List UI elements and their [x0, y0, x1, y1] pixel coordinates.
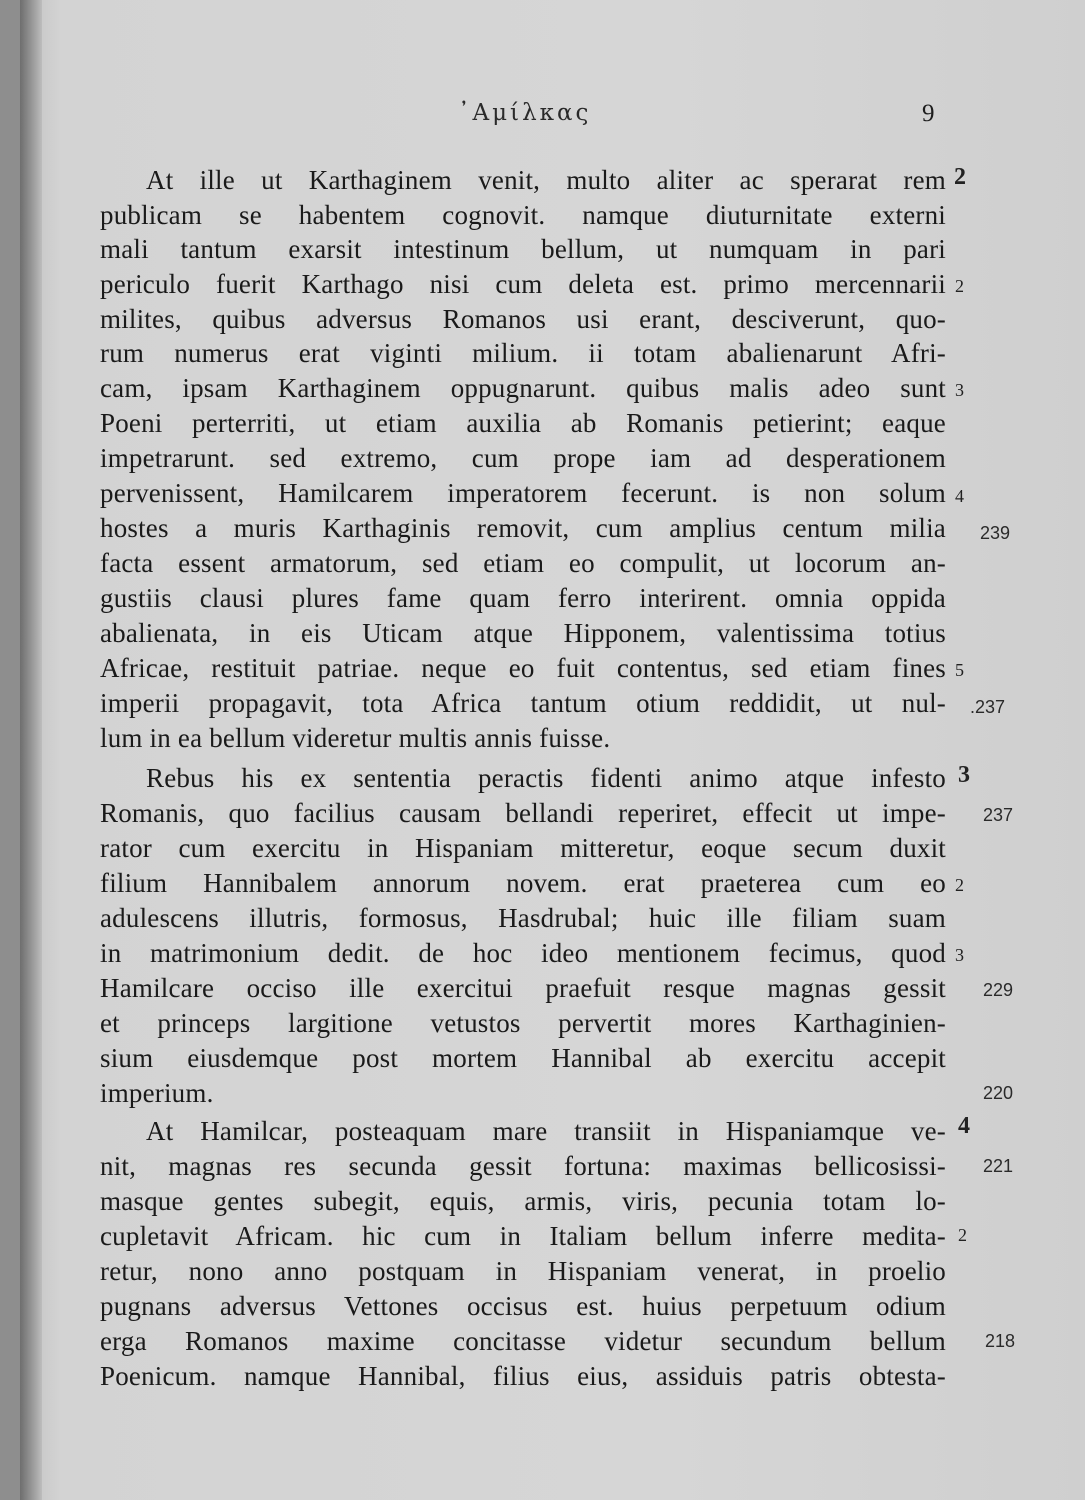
text-line: retur, nono anno postquam in Hispaniam venerat, in proelio — [100, 1256, 946, 1286]
text-line: Poeni perterriti, ut etiam auxilia ab Romanis petierint; eaque — [100, 408, 946, 438]
margin-year: 237 — [983, 805, 1014, 825]
margin-subsection-number: 2 — [955, 276, 964, 296]
book-spine — [20, 0, 42, 1500]
text-line: facta essent armatorum, sed etiam eo compulit, ut locorum an- — [100, 548, 946, 578]
margin-year: 218 — [985, 1331, 1016, 1351]
text-line: Rebus his ex sententia peractis fidenti animo atque infesto — [146, 763, 946, 793]
text-line: pugnans adversus Vettones occisus est. huius perpetuum odium — [100, 1291, 946, 1321]
text-line: periculo fuerit Karthago nisi cum deleta est. primo mercennarii — [100, 269, 946, 299]
text-line: erga Romanos maxime concitasse videtur secundum bellum — [100, 1326, 946, 1356]
text-line: cupletavit Africam. hic cum in Italiam bellum inferre medita- — [100, 1221, 946, 1251]
margin-year: 220 — [983, 1083, 1014, 1103]
text-line: adulescens illutris, formosus, Hasdrubal; huic ille filiam suam — [100, 903, 946, 933]
text-line: rum numerus erat viginti milium. ii totam abalienarunt Afri- — [100, 338, 946, 368]
text-line: At Hamilcar, posteaquam mare transiit in Hispaniamque ve- — [146, 1116, 946, 1146]
margin-year: .237 — [970, 697, 1006, 717]
text-line: pervenissent, Hamilcarem imperatorem fecerunt. is non solum — [100, 478, 946, 508]
margin-subsection-number: 5 — [955, 660, 964, 680]
text-line: publicam se habentem cognovit. namque diuturnitate externi — [100, 200, 946, 230]
text-line: hostes a muris Karthaginis removit, cum amplius centum milia — [100, 513, 946, 543]
text-line: masque gentes subegit, equis, armis, viris, pecunia totam lo- — [100, 1186, 946, 1216]
text-line: impetrarunt. sed extremo, cum prope iam ad desperationem — [100, 443, 946, 473]
text-line: lum in ea bellum videretur multis annis fuisse. — [100, 723, 611, 753]
text-line: nit, magnas res secunda gessit fortuna: maximas bellicosissi- — [100, 1151, 946, 1181]
margin-subsection-number: 2 — [955, 875, 964, 895]
margin-year: 239 — [980, 523, 1011, 543]
page-number: 9 — [922, 100, 935, 127]
margin-subsection-number: 4 — [955, 486, 964, 506]
text-line: sium eiusdemque post mortem Hannibal ab exercitu accepit — [100, 1043, 946, 1073]
margin-subsection-number: 3 — [955, 945, 964, 965]
text-line: Romanis, quo facilius causam bellandi reperiret, effecit ut impe- — [100, 798, 946, 828]
text-line: abalienata, in eis Uticam atque Hipponem, valentissima totius — [100, 618, 946, 648]
text-line: At ille ut Karthaginem venit, multo aliter ac sperarat rem — [146, 165, 946, 195]
text-line: Poenicum. namque Hannibal, filius eius, assiduis patris obtesta- — [100, 1361, 946, 1391]
margin-section-number: 2 — [954, 164, 966, 190]
text-line: imperium. — [100, 1078, 214, 1108]
margin-section-number: 4 — [958, 1113, 970, 1139]
margin-subsection-number: 3 — [955, 380, 964, 400]
text-line: milites, quibus adversus Romanos usi erant, desciverunt, quo- — [100, 304, 946, 334]
text-line: Africae, restituit patriae. neque eo fuit contentus, sed etiam fines — [100, 653, 946, 683]
text-line: rator cum exercitu in Hispaniam mitteretur, eoque secum duxit — [100, 833, 946, 863]
margin-year: 221 — [983, 1156, 1014, 1176]
text-line: imperii propagavit, tota Africa tantum otium reddidit, ut nul- — [100, 688, 946, 718]
text-line: gustiis clausi plures fame quam ferro interirent. omnia oppida — [100, 583, 946, 613]
text-line: cam, ipsam Karthaginem oppugnarunt. quibus malis adeo sunt — [100, 373, 946, 403]
text-line: et princeps largitione vetustos pervertit mores Karthaginien- — [100, 1008, 946, 1038]
text-line: filium Hannibalem annorum novem. erat praeterea cum eo — [100, 868, 946, 898]
margin-subsection-number: 2 — [958, 1225, 967, 1245]
running-header-title: ᾿Αμίλκας — [458, 100, 592, 126]
margin-section-number: 3 — [958, 762, 970, 788]
text-line: mali tantum exarsit intestinum bellum, ut numquam in pari — [100, 234, 946, 264]
text-line: Hamilcare occiso ille exercitui praefuit resque magnas gessit — [100, 973, 946, 1003]
text-line: in matrimonium dedit. de hoc ideo mentionem fecimus, quod — [100, 938, 946, 968]
margin-year: 229 — [983, 980, 1014, 1000]
